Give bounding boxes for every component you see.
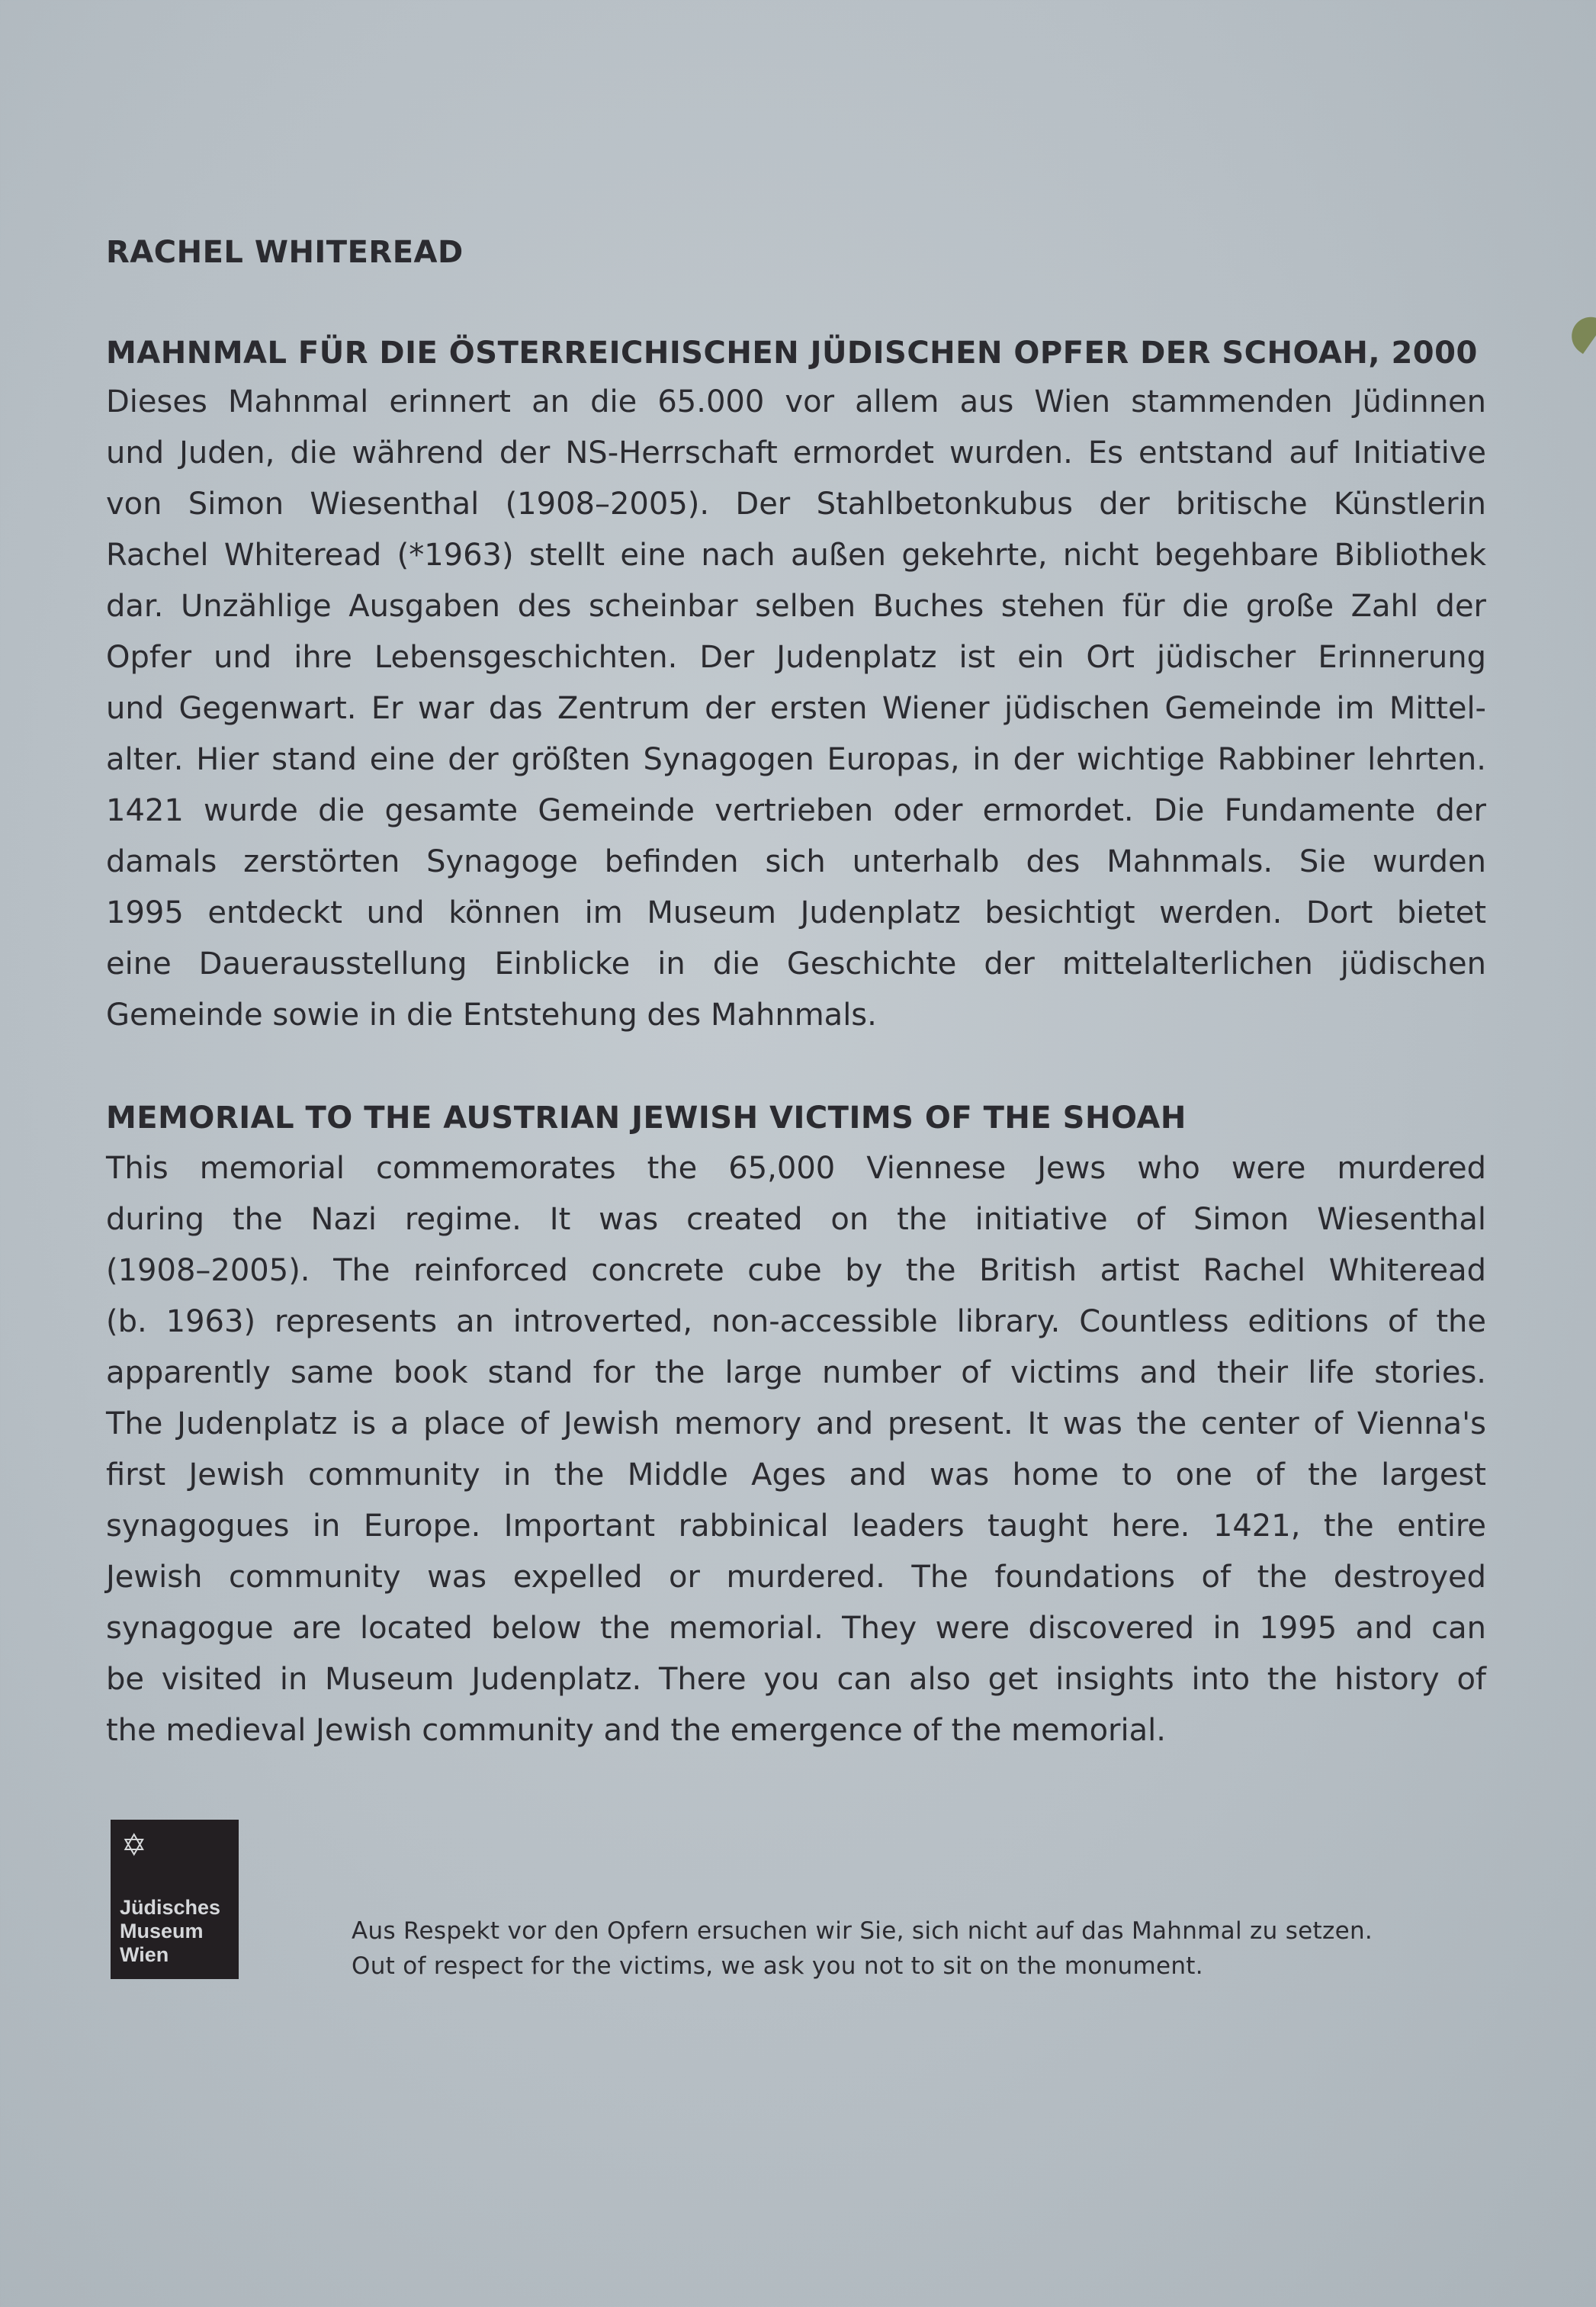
text-line: Jewish community was expelled or murdered. The foundations of the destroyed <box>106 1560 1486 1595</box>
logo-text <box>120 1896 220 1967</box>
german-title: MAHNMAL FÜR DIE ÖSTERREICHISCHEN JÜDISCHEN OPFER DER SCHOAH, 2000 <box>106 336 1478 371</box>
text-line: alter. Hier stand eine der größten Synagogen Europas, in der wichtige Rabbiner lehrten. <box>106 742 1486 777</box>
text-line: (b. 1963) represents an introverted, non-accessible library. Countless editions of the <box>106 1304 1486 1339</box>
text-line: Gemeinde sowie in die Entstehung des Mahnmals. <box>106 998 877 1033</box>
text-line: first Jewish community in the Middle Ages and was home to one of the largest <box>106 1457 1486 1492</box>
text-line: Dieses Mahnmal erinnert an die 65.000 vor allem aus Wien stammenden Jüdinnen <box>106 384 1486 419</box>
text-line: synagogues in Europe. Important rabbinical leaders taught here. 1421, the entire <box>106 1509 1486 1544</box>
text-line: damals zerstörten Synagoge befinden sich unterhalb des Mahnmals. Sie wurden <box>106 844 1486 879</box>
text-line: The Judenplatz is a place of Jewish memory and present. It was the center of Vienna's <box>106 1406 1486 1441</box>
notice-german: Aus Respekt vor den Opfern ersuchen wir Sie, sich nicht auf das Mahnmal zu setzen. <box>352 1917 1373 1945</box>
text-line: Opfer und ihre Lebensgeschichten. Der Judenplatz ist ein Ort jüdischer Erinnerung <box>106 640 1486 675</box>
text-line: the medieval Jewish community and the emergence of the memorial. <box>106 1713 1166 1748</box>
leaf <box>1564 310 1596 354</box>
text-line: be visited in Museum Judenplatz. There you can also get insights into the history of <box>106 1662 1486 1697</box>
text-line: eine Dauerausstellung Einblicke in die Geschichte der mittelalterlichen jüdischen <box>106 946 1486 982</box>
artist-name: RACHEL WHITEREAD <box>106 235 464 270</box>
english-title: MEMORIAL TO THE AUSTRIAN JEWISH VICTIMS OF THE SHOAH <box>106 1100 1187 1136</box>
text-line: 1421 wurde die gesamte Gemeinde vertrieben oder ermordet. Die Fundamente der <box>106 793 1486 828</box>
text-line: (1908–2005). The reinforced concrete cube by the British artist Rachel Whiteread <box>106 1253 1486 1288</box>
text-line: synagogue are located below the memorial. They were discovered in 1995 and can <box>106 1611 1486 1646</box>
text-line: This memorial commemorates the 65,000 Viennese Jews who were murdered <box>106 1151 1486 1186</box>
text-line: during the Nazi regime. It was created on the initiative of Simon Wiesenthal <box>106 1202 1486 1237</box>
text-line: apparently same book stand for the large number of victims and their life stories. <box>106 1355 1486 1390</box>
logo-line: Wien <box>120 1943 169 1966</box>
text-line: dar. Unzählige Ausgaben des scheinbar selben Buches stehen für die große Zahl der <box>106 589 1486 624</box>
text-line: von Simon Wiesenthal (1908–2005). Der Stahlbetonkubus der britische Künstlerin <box>106 487 1486 522</box>
star-of-david-icon: ✡ <box>121 1828 147 1863</box>
text-line: und Gegenwart. Er war das Zentrum der ersten Wiener jüdischen Gemeinde im Mittel- <box>106 691 1486 726</box>
text-line: Rachel Whiteread (*1963) stellt eine nach außen gekehrte, nicht begehbare Bibliothek <box>106 538 1486 573</box>
german-text <box>106 377 1486 1041</box>
juedisches-museum-wien-logo <box>111 1820 239 1979</box>
text-line: und Juden, die während der NS-Herrschaft ermordet wurden. Es entstand auf Initiative <box>106 435 1486 471</box>
english-text <box>106 1143 1486 1756</box>
text-line: 1995 entdeckt und können im Museum Judenplatz besichtigt werden. Dort bietet <box>106 895 1486 930</box>
notice-english: Out of respect for the victims, we ask you not to sit on the monument. <box>352 1952 1203 1980</box>
logo-line: Jüdisches <box>120 1896 221 1919</box>
logo-line: Museum <box>120 1920 204 1942</box>
